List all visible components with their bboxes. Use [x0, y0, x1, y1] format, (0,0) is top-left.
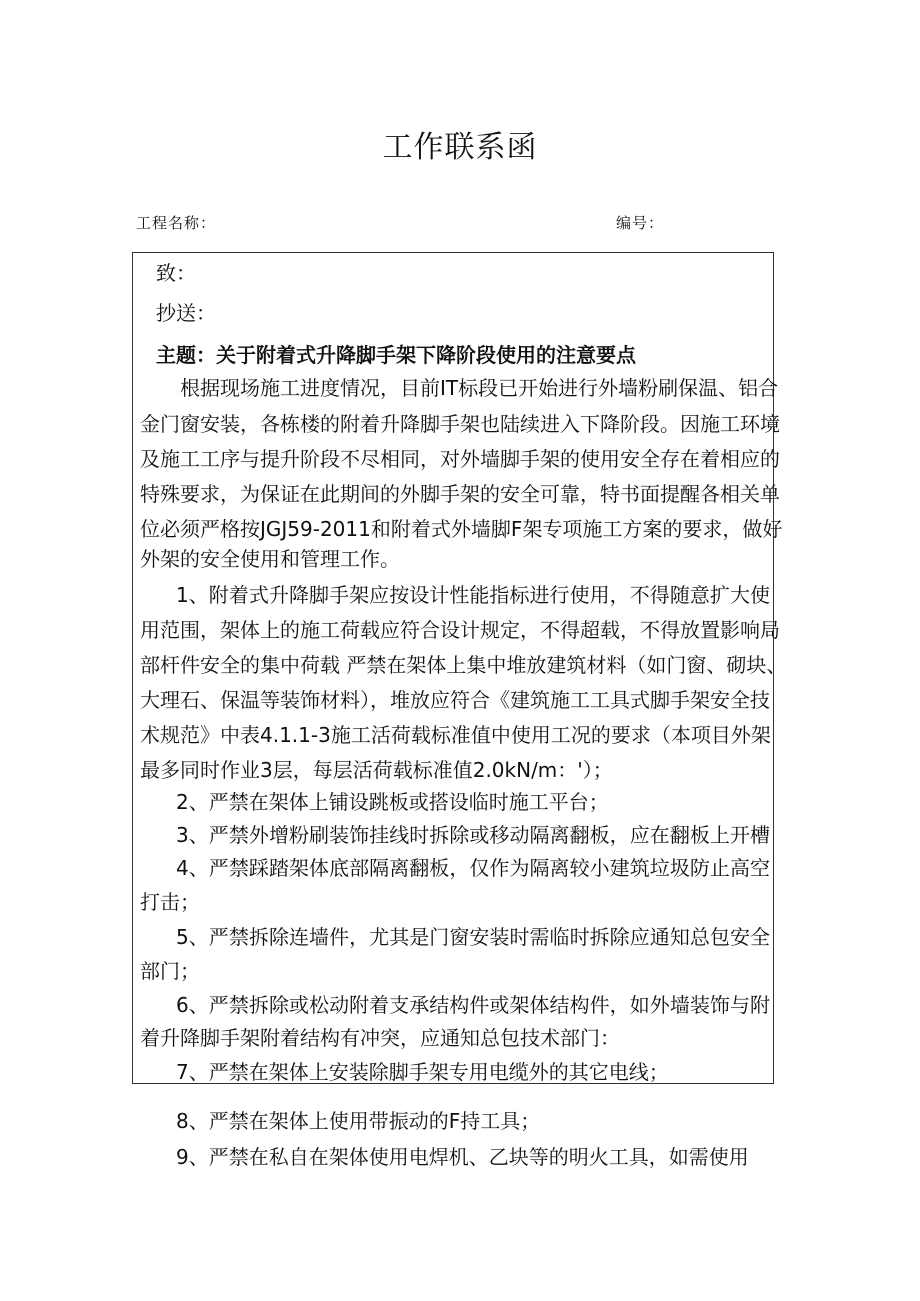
item-line: 3、严禁外增粉刷装饰挂线时拆除或移动隔离翻板，应在翻板上开槽 — [176, 823, 770, 847]
document-title: 工作联系函 — [382, 130, 538, 165]
body-line: 根据现场施工进度情况，目前IT标段已开始进行外墙粉刷保温、铝合 — [180, 376, 779, 400]
item-line: 打击； — [140, 890, 200, 914]
item-line: 2、严禁在架体上铺设跳板或搭设临时施工平台； — [176, 790, 609, 814]
item-line: 最多同时作业3层，每层活荷载标准值2.0kN/m：'）； — [140, 758, 613, 782]
body-line: 金门窗安装，各栋楼的附着升降脚手架也陆续进入下降阶段。因施工环境 — [140, 412, 780, 436]
item-line: 6、严禁拆除或松动附着支承结构件或架体结构件，如外墙装饰与附 — [176, 993, 770, 1017]
item-line: 部杆件安全的集中荷载 严禁在架体上集中堆放建筑材料（如门窗、砌块、 — [140, 653, 787, 677]
body-line: 及施工工序与提升阶段不尽相同，对外墙脚手架的使用安全存在着相应的 — [140, 447, 780, 471]
body-line: 外架的安全使用和管理工作。 — [140, 547, 400, 571]
body-line: 特殊要求，为保证在此期间的外脚手架的安全可靠，特书面提醒各相关单 — [140, 482, 780, 506]
item-line: 术规范》中表4.1.1-3施工活荷载标准值中使用工况的要求（本项目外架 — [140, 723, 771, 747]
item-line: 4、严禁踩踏架体底部隔离翻板，仅作为隔离较小建筑垃圾防止高空 — [176, 856, 770, 880]
item-line: 8、严禁在架体上使用带振动的F持工具； — [176, 1109, 541, 1133]
item-line: 1、附着式升降脚手架应按设计性能指标进行使用，不得随意扩大使 — [176, 583, 770, 607]
project-name-label: 工程名称： — [136, 214, 217, 232]
item-line: 5、严禁拆除连墙件，尤其是门窗安装时需临时拆除应通知总包安全 — [176, 925, 770, 949]
item-line: 9、严禁在私自在架体使用电焊机、乙块等的明火工具，如需使用 — [176, 1145, 749, 1169]
cc-line: 抄送： — [156, 301, 216, 325]
item-line: 着升降脚手架附着结构有冲突，应通知总包技术部门： — [140, 1026, 620, 1050]
item-line: 大理石、保温等装饰材料），堆放应符合《建筑施工工具式脚手架安全技 — [140, 688, 770, 712]
subject-line: 主题：关于附着式升降脚手架下降阶段使用的注意要点 — [156, 343, 636, 367]
item-line: 用范围，架体上的施工荷载应符合设计规定，不得超载，不得放置影响局 — [140, 618, 780, 642]
to-line: 致： — [156, 261, 196, 285]
number-label: 编号： — [616, 214, 665, 232]
item-line: 7、严禁在架体上安装除脚手架专用电缆外的其它电线； — [176, 1060, 669, 1084]
body-line: 位必须严格按JGJ59-2011和附着式外墙脚F架专项施工方案的要求，做好 — [140, 517, 783, 541]
item-line: 部门； — [140, 959, 200, 983]
